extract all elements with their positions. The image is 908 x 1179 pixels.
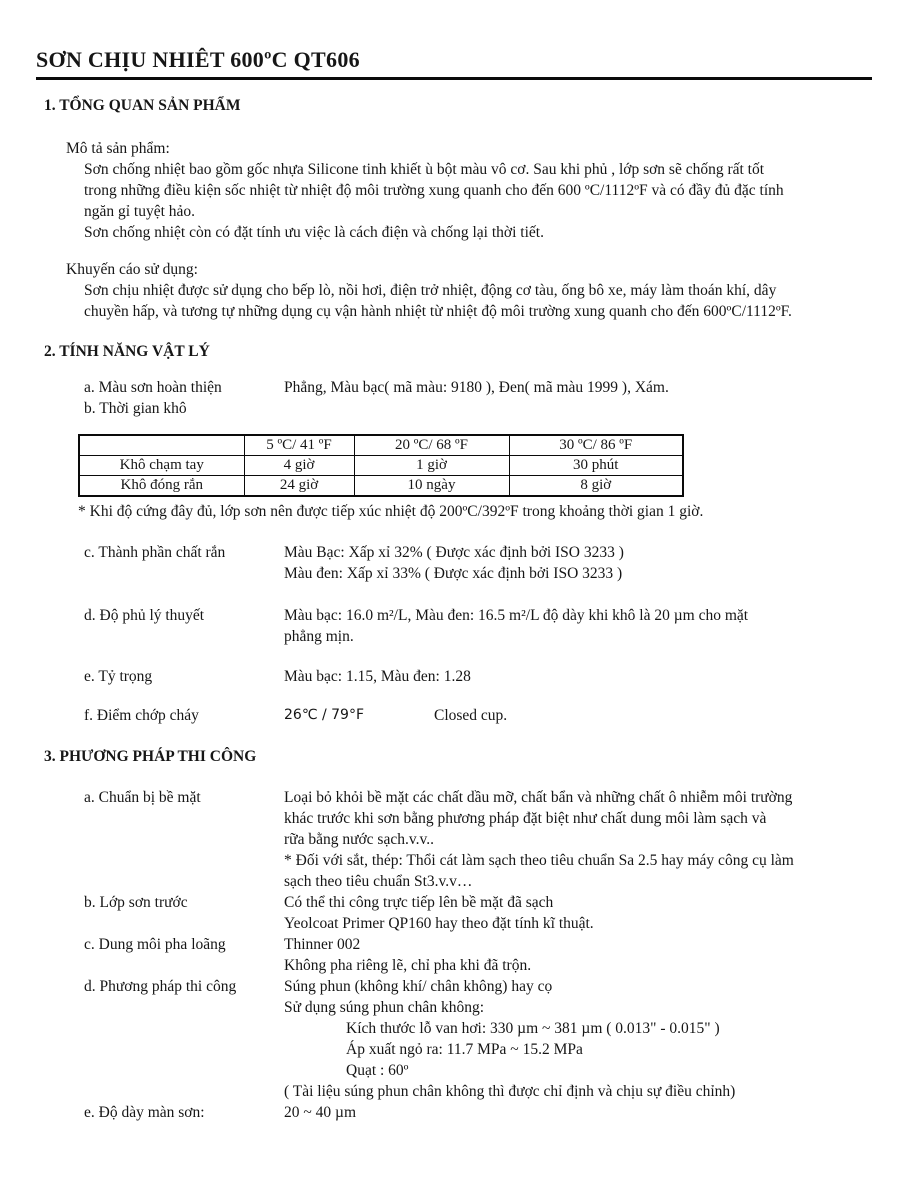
thinner-label: c. Dung môi pha loãng xyxy=(84,936,226,953)
specific-gravity-label: e. Tỷ trọng xyxy=(84,668,153,685)
method-note: ( Tài liệu súng phun chân không thì được chỉ định và chịu sự điều chỉnh) xyxy=(284,1083,736,1100)
solids-line: Màu Bạc: Xấp xỉ 32% ( Được xác định bởi ISO 3233 ) xyxy=(284,544,624,561)
primer-line: Có thể thi công trực tiếp lên bề mặt đã sạch xyxy=(284,894,554,911)
film-thickness-value: 20 ~ 40 µm xyxy=(284,1104,356,1121)
title-bar xyxy=(36,46,872,80)
table-footnote: * Khi độ cứng đây đủ, lớp sơn nên được tiếp xúc nhiệt độ 200ºC/392ºF trong khoảng thời gian 1 giờ. xyxy=(78,503,704,520)
coverage-row xyxy=(84,605,908,647)
description-line: Sơn chống nhiệt bao gồm gốc nhựa Silicone tinh khiết ù bột màu vô cơ. Sau khi phủ , lớp sơn sẽ chống rất tốt xyxy=(84,161,765,178)
thinner-row xyxy=(84,934,908,976)
surface-prep-line: * Đối với sắt, thép: Thổi cát làm sạch theo tiêu chuẩn Sa 2.5 hay máy công cụ làm xyxy=(284,852,794,869)
table-row xyxy=(79,456,683,476)
row-label-cell: Khô đóng rắn xyxy=(79,476,244,497)
coverage-line: Màu bạc: 16.0 m²/L, Màu đen: 16.5 m²/L độ dày khi khô là 20 µm cho mặt xyxy=(284,607,749,624)
section-3-heading: 3. PHƯƠNG PHÁP THI CÔNG xyxy=(44,748,257,765)
product-description-label: Mô tả sản phẩm: xyxy=(66,140,170,157)
flash-point-row xyxy=(84,705,908,726)
finish-color-value: Phẳng, Màu bạc( mã màu: 9180 ), Đen( mã màu 1999 ), Xám. xyxy=(284,379,669,396)
surface-prep-line: sạch theo tiêu chuẩn St3.v.v… xyxy=(284,873,473,890)
application-method-label: d. Phương pháp thi công xyxy=(84,978,237,995)
table-header-cell: 30 ºC/ 86 ºF xyxy=(509,435,683,456)
surface-prep-row xyxy=(84,787,908,892)
spray-spec-line: Áp xuất ngỏ ra: 11.7 MPa ~ 15.2 MPa xyxy=(346,1041,583,1058)
thinner-line: Thinner 002 xyxy=(284,936,361,953)
table-cell: 10 ngày xyxy=(354,476,509,497)
row-label-cell: Khô chạm tay xyxy=(79,456,244,476)
table-cell: 30 phút xyxy=(509,456,683,476)
table-cell: 1 giờ xyxy=(354,456,509,476)
surface-prep-line: khác trước khi sơn bằng phương pháp đặt biệt như chất dung môi làm sạch và xyxy=(284,810,767,827)
solids-value xyxy=(284,542,908,584)
primer-row xyxy=(84,892,908,934)
description-line: Sơn chống nhiệt còn có đặt tính ưu việc là cách điện và chống lại thời tiết. xyxy=(84,224,544,241)
application-method-value xyxy=(284,976,908,1102)
flash-point-method: Closed cup. xyxy=(434,707,508,724)
surface-prep-line: rữa bằng nước sạch.v.v.. xyxy=(284,831,434,848)
usage-recommendation-paragraph xyxy=(84,280,908,322)
document-title: SƠN CHỊU NHIÊT 600ºC QT606 xyxy=(36,47,360,72)
table-header-row xyxy=(79,435,683,456)
coverage-line: phẳng mịn. xyxy=(284,628,354,645)
primer-value xyxy=(284,892,908,934)
table-header-cell xyxy=(79,435,244,456)
coverage-label: d. Độ phủ lý thuyết xyxy=(84,607,205,624)
method-line: Sử dụng súng phun chân không: xyxy=(284,999,484,1016)
primer-line: Yeolcoat Primer QP160 hay theo đặt tính kĩ thuật. xyxy=(284,915,594,932)
flash-point-value: 26℃ / 79°F xyxy=(284,707,365,723)
solids-line: Màu đen: Xấp xỉ 33% ( Được xác định bởi ISO 3233 ) xyxy=(284,565,623,582)
table-header-cell: 5 ºC/ 41 ºF xyxy=(244,435,354,456)
method-line: Súng phun (không khí/ chân không) hay cọ xyxy=(284,978,553,995)
table-header-cell: 20 ºC/ 68 ºF xyxy=(354,435,509,456)
table-cell: 4 giờ xyxy=(244,456,354,476)
description-line: ngăn gỉ tuyệt hảo. xyxy=(84,203,196,220)
dry-time-table xyxy=(78,434,684,497)
surface-prep-line: Loại bỏ khỏi bề mặt các chất dầu mỡ, chất bẩn và những chất ô nhiễm môi trường xyxy=(284,789,793,806)
dry-time-row xyxy=(84,398,908,419)
table-cell: 8 giờ xyxy=(509,476,683,497)
primer-label: b. Lớp sơn trước xyxy=(84,894,188,911)
table-row xyxy=(79,476,683,497)
application-method-row xyxy=(84,976,908,1102)
section-2-heading: 2. TÍNH NĂNG VẬT LÝ xyxy=(44,343,210,360)
film-thickness-label: e. Độ dày màn sơn: xyxy=(84,1104,205,1121)
usage-recommendation-label: Khuyến cáo sử dụng: xyxy=(66,261,198,278)
surface-prep-value xyxy=(284,787,908,892)
description-line: trong những điều kiện sốc nhiệt từ nhiệt độ môi trường xung quanh cho đến 600 ºC/1112ºF và có đầy đủ đặc tính xyxy=(84,182,784,199)
solids-label: c. Thành phần chất rắn xyxy=(84,544,226,561)
product-description-paragraph xyxy=(84,159,908,243)
usage-line: chuyền hấp, và tương tự những dụng cụ vận hành nhiệt từ nhiệt độ môi trường xung quanh cho đến 600ºC/1112ºF. xyxy=(84,303,792,320)
section-1-heading: 1. TỔNG QUAN SẢN PHẨM xyxy=(44,97,241,114)
spray-spec-line: Quạt : 60º xyxy=(346,1062,409,1079)
thinner-line: Không pha riêng lẽ, chỉ pha khi đã trộn. xyxy=(284,957,532,974)
thinner-value xyxy=(284,934,908,976)
solids-row xyxy=(84,542,908,584)
film-thickness-row xyxy=(84,1102,908,1123)
specific-gravity-value: Màu bạc: 1.15, Màu đen: 1.28 xyxy=(284,668,471,685)
table-cell: 24 giờ xyxy=(244,476,354,497)
flash-point-label: f. Điểm chớp cháy xyxy=(84,707,199,724)
surface-prep-label: a. Chuẩn bị bề mặt xyxy=(84,789,201,806)
specific-gravity-row xyxy=(84,666,908,687)
dry-time-label: b. Thời gian khô xyxy=(84,400,187,417)
usage-line: Sơn chịu nhiệt được sử dụng cho bếp lò, nồi hơi, điện trở nhiệt, động cơ tàu, ống bô xe, máy làm thoán khí, dây xyxy=(84,282,777,299)
finish-color-row xyxy=(84,377,908,398)
coverage-value xyxy=(284,605,908,647)
finish-color-label: a. Màu sơn hoàn thiện xyxy=(84,379,222,396)
spray-spec-line: Kích thước lỗ van hơi: 330 µm ~ 381 µm ( 0.013" - 0.015" ) xyxy=(346,1020,720,1037)
